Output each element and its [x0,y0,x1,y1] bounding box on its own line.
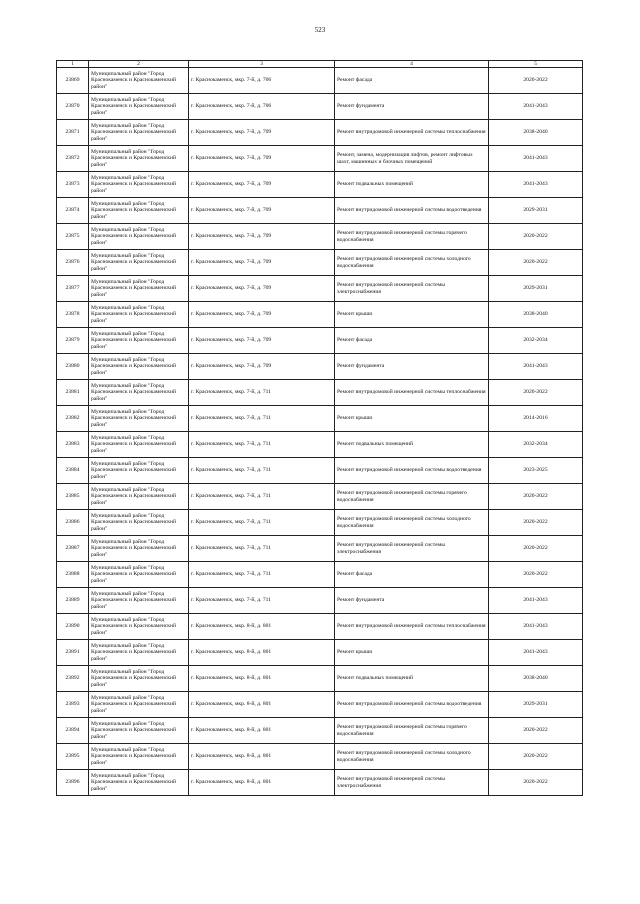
municipality-cell: Муниципальный район "Город Краснокаменск и Краснокаменский район" [89,250,189,276]
municipality-cell: Муниципальный район "Город Краснокаменск и Краснокаменский район" [89,172,189,198]
row-number: 23885 [57,484,89,510]
table-row [57,146,583,172]
work-type-cell: Ремонт фасада [335,328,489,354]
address-cell: г. Краснокаменск, мкр. 8-й, д. 801 [189,614,335,640]
table-row [57,120,583,146]
row-number: 23878 [57,302,89,328]
row-number: 23871 [57,120,89,146]
address-cell: г. Краснокаменск, мкр. 7-й, д. 711 [189,406,335,432]
row-number: 23881 [57,380,89,406]
municipality-cell: Муниципальный район "Город Краснокаменск и Краснокаменский район" [89,562,189,588]
address-cell: г. Краснокаменск, мкр. 7-й, д. 709 [189,250,335,276]
table-body [57,68,583,796]
work-type-cell: Ремонт внутридомовой инженерной системы электроснабжения [335,536,489,562]
work-type-cell: Ремонт внутридомовой инженерной системы горячего водоснабжения [335,484,489,510]
address-cell: г. Краснокаменск, мкр. 7-й, д. 709 [189,224,335,250]
municipality-cell: Муниципальный район "Город Краснокаменск и Краснокаменский район" [89,692,189,718]
table-row [57,68,583,94]
table-row [57,458,583,484]
row-number: 23877 [57,276,89,302]
period-cell: 2041-2043 [489,172,583,198]
row-number: 23872 [57,146,89,172]
table-row [57,510,583,536]
municipality-cell: Муниципальный район "Город Краснокаменск и Краснокаменский район" [89,484,189,510]
row-number: 23876 [57,250,89,276]
address-cell: г. Краснокаменск, мкр. 8-й, д. 801 [189,744,335,770]
table-row [57,172,583,198]
period-cell: 2041-2043 [489,588,583,614]
address-cell: г. Краснокаменск, мкр. 7-й, д. 709 [189,146,335,172]
row-number: 23879 [57,328,89,354]
work-type-cell: Ремонт внутридомовой инженерной системы холодного водоснабжения [335,250,489,276]
row-number: 23875 [57,224,89,250]
table-row [57,588,583,614]
work-type-cell: Ремонт внутридомовой инженерной системы водоотведения [335,458,489,484]
row-number: 23870 [57,94,89,120]
row-number: 23880 [57,354,89,380]
address-cell: г. Краснокаменск, мкр. 7-й, д. 711 [189,484,335,510]
page-number: 523 [314,26,326,34]
municipality-cell: Муниципальный район "Город Краснокаменск и Краснокаменский район" [89,640,189,666]
municipality-cell: Муниципальный район "Город Краснокаменск и Краснокаменский район" [89,146,189,172]
address-cell: г. Краснокаменск, мкр. 7-й, д. 711 [189,458,335,484]
address-cell: г. Краснокаменск, мкр. 7-й, д. 711 [189,380,335,406]
period-cell: 2014-2016 [489,406,583,432]
municipality-cell: Муниципальный район "Город Краснокаменск и Краснокаменский район" [89,770,189,796]
period-cell: 2029-2031 [489,692,583,718]
row-number: 23890 [57,614,89,640]
address-cell: г. Краснокаменск, мкр. 7-й, д. 709 [189,276,335,302]
address-cell: г. Краснокаменск, мкр. 7-й, д. 706 [189,68,335,94]
row-number: 23874 [57,198,89,224]
address-cell: г. Краснокаменск, мкр. 7-й, д. 711 [189,432,335,458]
work-type-cell: Ремонт фундамента [335,94,489,120]
period-cell: 2038-2040 [489,666,583,692]
period-cell: 2020-2022 [489,744,583,770]
work-type-cell: Ремонт внутридомовой инженерной системы электроснабжения [335,276,489,302]
table-row [57,380,583,406]
municipality-cell: Муниципальный район "Город Краснокаменск и Краснокаменский район" [89,588,189,614]
work-type-cell: Ремонт внутридомовой инженерной системы горячего водоснабжения [335,718,489,744]
work-type-cell: Ремонт фундамента [335,354,489,380]
table-row [57,198,583,224]
header-col-5: 5 [489,61,583,68]
address-cell: г. Краснокаменск, мкр. 7-й, д. 706 [189,94,335,120]
work-type-cell: Ремонт фундамента [335,588,489,614]
header-col-2: 2 [89,61,189,68]
row-number: 23886 [57,510,89,536]
table-row [57,666,583,692]
period-cell: 2041-2043 [489,94,583,120]
address-cell: г. Краснокаменск, мкр. 7-й, д. 709 [189,354,335,380]
address-cell: г. Краснокаменск, мкр. 7-й, д. 709 [189,198,335,224]
municipality-cell: Муниципальный район "Город Краснокаменск и Краснокаменский район" [89,536,189,562]
address-cell: г. Краснокаменск, мкр. 7-й, д. 711 [189,536,335,562]
row-number: 23896 [57,770,89,796]
table-row [57,432,583,458]
address-cell: г. Краснокаменск, мкр. 7-й, д. 709 [189,172,335,198]
row-number: 23882 [57,406,89,432]
table-row [57,302,583,328]
table-row [57,692,583,718]
work-type-cell: Ремонт подвальных помещений [335,172,489,198]
table-row [57,94,583,120]
municipality-cell: Муниципальный район "Город Краснокаменск и Краснокаменский район" [89,328,189,354]
municipality-cell: Муниципальный район "Город Краснокаменск и Краснокаменский район" [89,510,189,536]
period-cell: 2041-2043 [489,354,583,380]
period-cell: 2032-2034 [489,432,583,458]
work-type-cell: Ремонт внутридомовой инженерной системы горячего водоснабжения [335,224,489,250]
work-type-cell: Ремонт, замена, модернизация лифтов, ремонт лифтовых шахт, машинных и блочных помещений [335,146,489,172]
table-row [57,224,583,250]
row-number: 23891 [57,640,89,666]
period-cell: 2020-2022 [489,718,583,744]
row-number: 23883 [57,432,89,458]
table-row [57,614,583,640]
table-row [57,770,583,796]
municipality-cell: Муниципальный район "Город Краснокаменск и Краснокаменский район" [89,224,189,250]
address-cell: г. Краснокаменск, мкр. 7-й, д. 711 [189,562,335,588]
period-cell: 2032-2034 [489,328,583,354]
period-cell: 2029-2031 [489,276,583,302]
header-col-3: 3 [189,61,335,68]
municipality-cell: Муниципальный район "Город Краснокаменск и Краснокаменский район" [89,198,189,224]
period-cell: 2038-2040 [489,302,583,328]
work-type-cell: Ремонт внутридомовой инженерной системы электроснабжения [335,770,489,796]
work-type-cell: Ремонт крыши [335,640,489,666]
work-type-cell: Ремонт внутридомовой инженерной системы холодного водоснабжения [335,744,489,770]
address-cell: г. Краснокаменск, мкр. 8-й, д. 801 [189,640,335,666]
period-cell: 2041-2043 [489,614,583,640]
row-number: 23895 [57,744,89,770]
work-type-cell: Ремонт крыши [335,302,489,328]
period-cell: 2041-2043 [489,146,583,172]
registry-table [56,60,583,796]
period-cell: 2038-2040 [489,120,583,146]
municipality-cell: Муниципальный район "Город Краснокаменск и Краснокаменский район" [89,432,189,458]
table-row [57,744,583,770]
municipality-cell: Муниципальный район "Город Краснокаменск и Краснокаменский район" [89,666,189,692]
period-cell: 2020-2022 [489,250,583,276]
work-type-cell: Ремонт фасада [335,562,489,588]
table-row [57,562,583,588]
table-row [57,250,583,276]
municipality-cell: Муниципальный район "Город Краснокаменск и Краснокаменский район" [89,458,189,484]
address-cell: г. Краснокаменск, мкр. 8-й, д. 801 [189,770,335,796]
municipality-cell: Муниципальный район "Город Краснокаменск и Краснокаменский район" [89,276,189,302]
table-row [57,536,583,562]
period-cell: 2020-2022 [489,770,583,796]
municipality-cell: Муниципальный район "Город Краснокаменск и Краснокаменский район" [89,94,189,120]
work-type-cell: Ремонт внутридомовой инженерной системы теплоснабжения [335,120,489,146]
period-cell: 2023-2025 [489,458,583,484]
address-cell: г. Краснокаменск, мкр. 7-й, д. 711 [189,510,335,536]
municipality-cell: Муниципальный район "Город Краснокаменск и Краснокаменский район" [89,68,189,94]
municipality-cell: Муниципальный район "Город Краснокаменск и Краснокаменский район" [89,614,189,640]
work-type-cell: Ремонт внутридомовой инженерной системы теплоснабжения [335,380,489,406]
row-number: 23893 [57,692,89,718]
municipality-cell: Муниципальный район "Город Краснокаменск и Краснокаменский район" [89,744,189,770]
work-type-cell: Ремонт подвальных помещений [335,666,489,692]
address-cell: г. Краснокаменск, мкр. 7-й, д. 711 [189,588,335,614]
municipality-cell: Муниципальный район "Город Краснокаменск и Краснокаменский район" [89,354,189,380]
work-type-cell: Ремонт внутридомовой инженерной системы холодного водоснабжения [335,510,489,536]
municipality-cell: Муниципальный район "Город Краснокаменск и Краснокаменский район" [89,380,189,406]
work-type-cell: Ремонт крыши [335,406,489,432]
header-col-1: 1 [57,61,89,68]
table-row [57,718,583,744]
work-type-cell: Ремонт фасада [335,68,489,94]
row-number: 23873 [57,172,89,198]
work-type-cell: Ремонт внутридомовой инженерной системы водоотведения [335,198,489,224]
period-cell: 2020-2022 [489,562,583,588]
work-type-cell: Ремонт внутридомовой инженерной системы водоотведения [335,692,489,718]
period-cell: 2020-2022 [489,68,583,94]
table-row [57,328,583,354]
address-cell: г. Краснокаменск, мкр. 7-й, д. 709 [189,328,335,354]
municipality-cell: Муниципальный район "Город Краснокаменск и Краснокаменский район" [89,718,189,744]
row-number: 23869 [57,68,89,94]
period-cell: 2020-2022 [489,536,583,562]
address-cell: г. Краснокаменск, мкр. 7-й, д. 709 [189,302,335,328]
row-number: 23888 [57,562,89,588]
period-cell: 2020-2022 [489,380,583,406]
row-number: 23889 [57,588,89,614]
row-number: 23887 [57,536,89,562]
table-row [57,276,583,302]
period-cell: 2020-2022 [489,510,583,536]
municipality-cell: Муниципальный район "Город Краснокаменск и Краснокаменский район" [89,302,189,328]
municipality-cell: Муниципальный район "Город Краснокаменск и Краснокаменский район" [89,406,189,432]
work-type-cell: Ремонт подвальных помещений [335,432,489,458]
address-cell: г. Краснокаменск, мкр. 8-й, д. 801 [189,692,335,718]
period-cell: 2041-2043 [489,640,583,666]
row-number: 23884 [57,458,89,484]
row-number: 23892 [57,666,89,692]
address-cell: г. Краснокаменск, мкр. 7-й, д. 709 [189,120,335,146]
work-type-cell: Ремонт внутридомовой инженерной системы теплоснабжения [335,614,489,640]
period-cell: 2029-2031 [489,198,583,224]
row-number: 23894 [57,718,89,744]
header-row [57,61,583,68]
table-row [57,354,583,380]
table-row [57,640,583,666]
table-row [57,484,583,510]
period-cell: 2020-2022 [489,224,583,250]
period-cell: 2020-2022 [489,484,583,510]
municipality-cell: Муниципальный район "Город Краснокаменск и Краснокаменский район" [89,120,189,146]
header-col-4: 4 [335,61,489,68]
address-cell: г. Краснокаменск, мкр. 8-й, д. 801 [189,718,335,744]
address-cell: г. Краснокаменск, мкр. 8-й, д. 801 [189,666,335,692]
table-row [57,406,583,432]
